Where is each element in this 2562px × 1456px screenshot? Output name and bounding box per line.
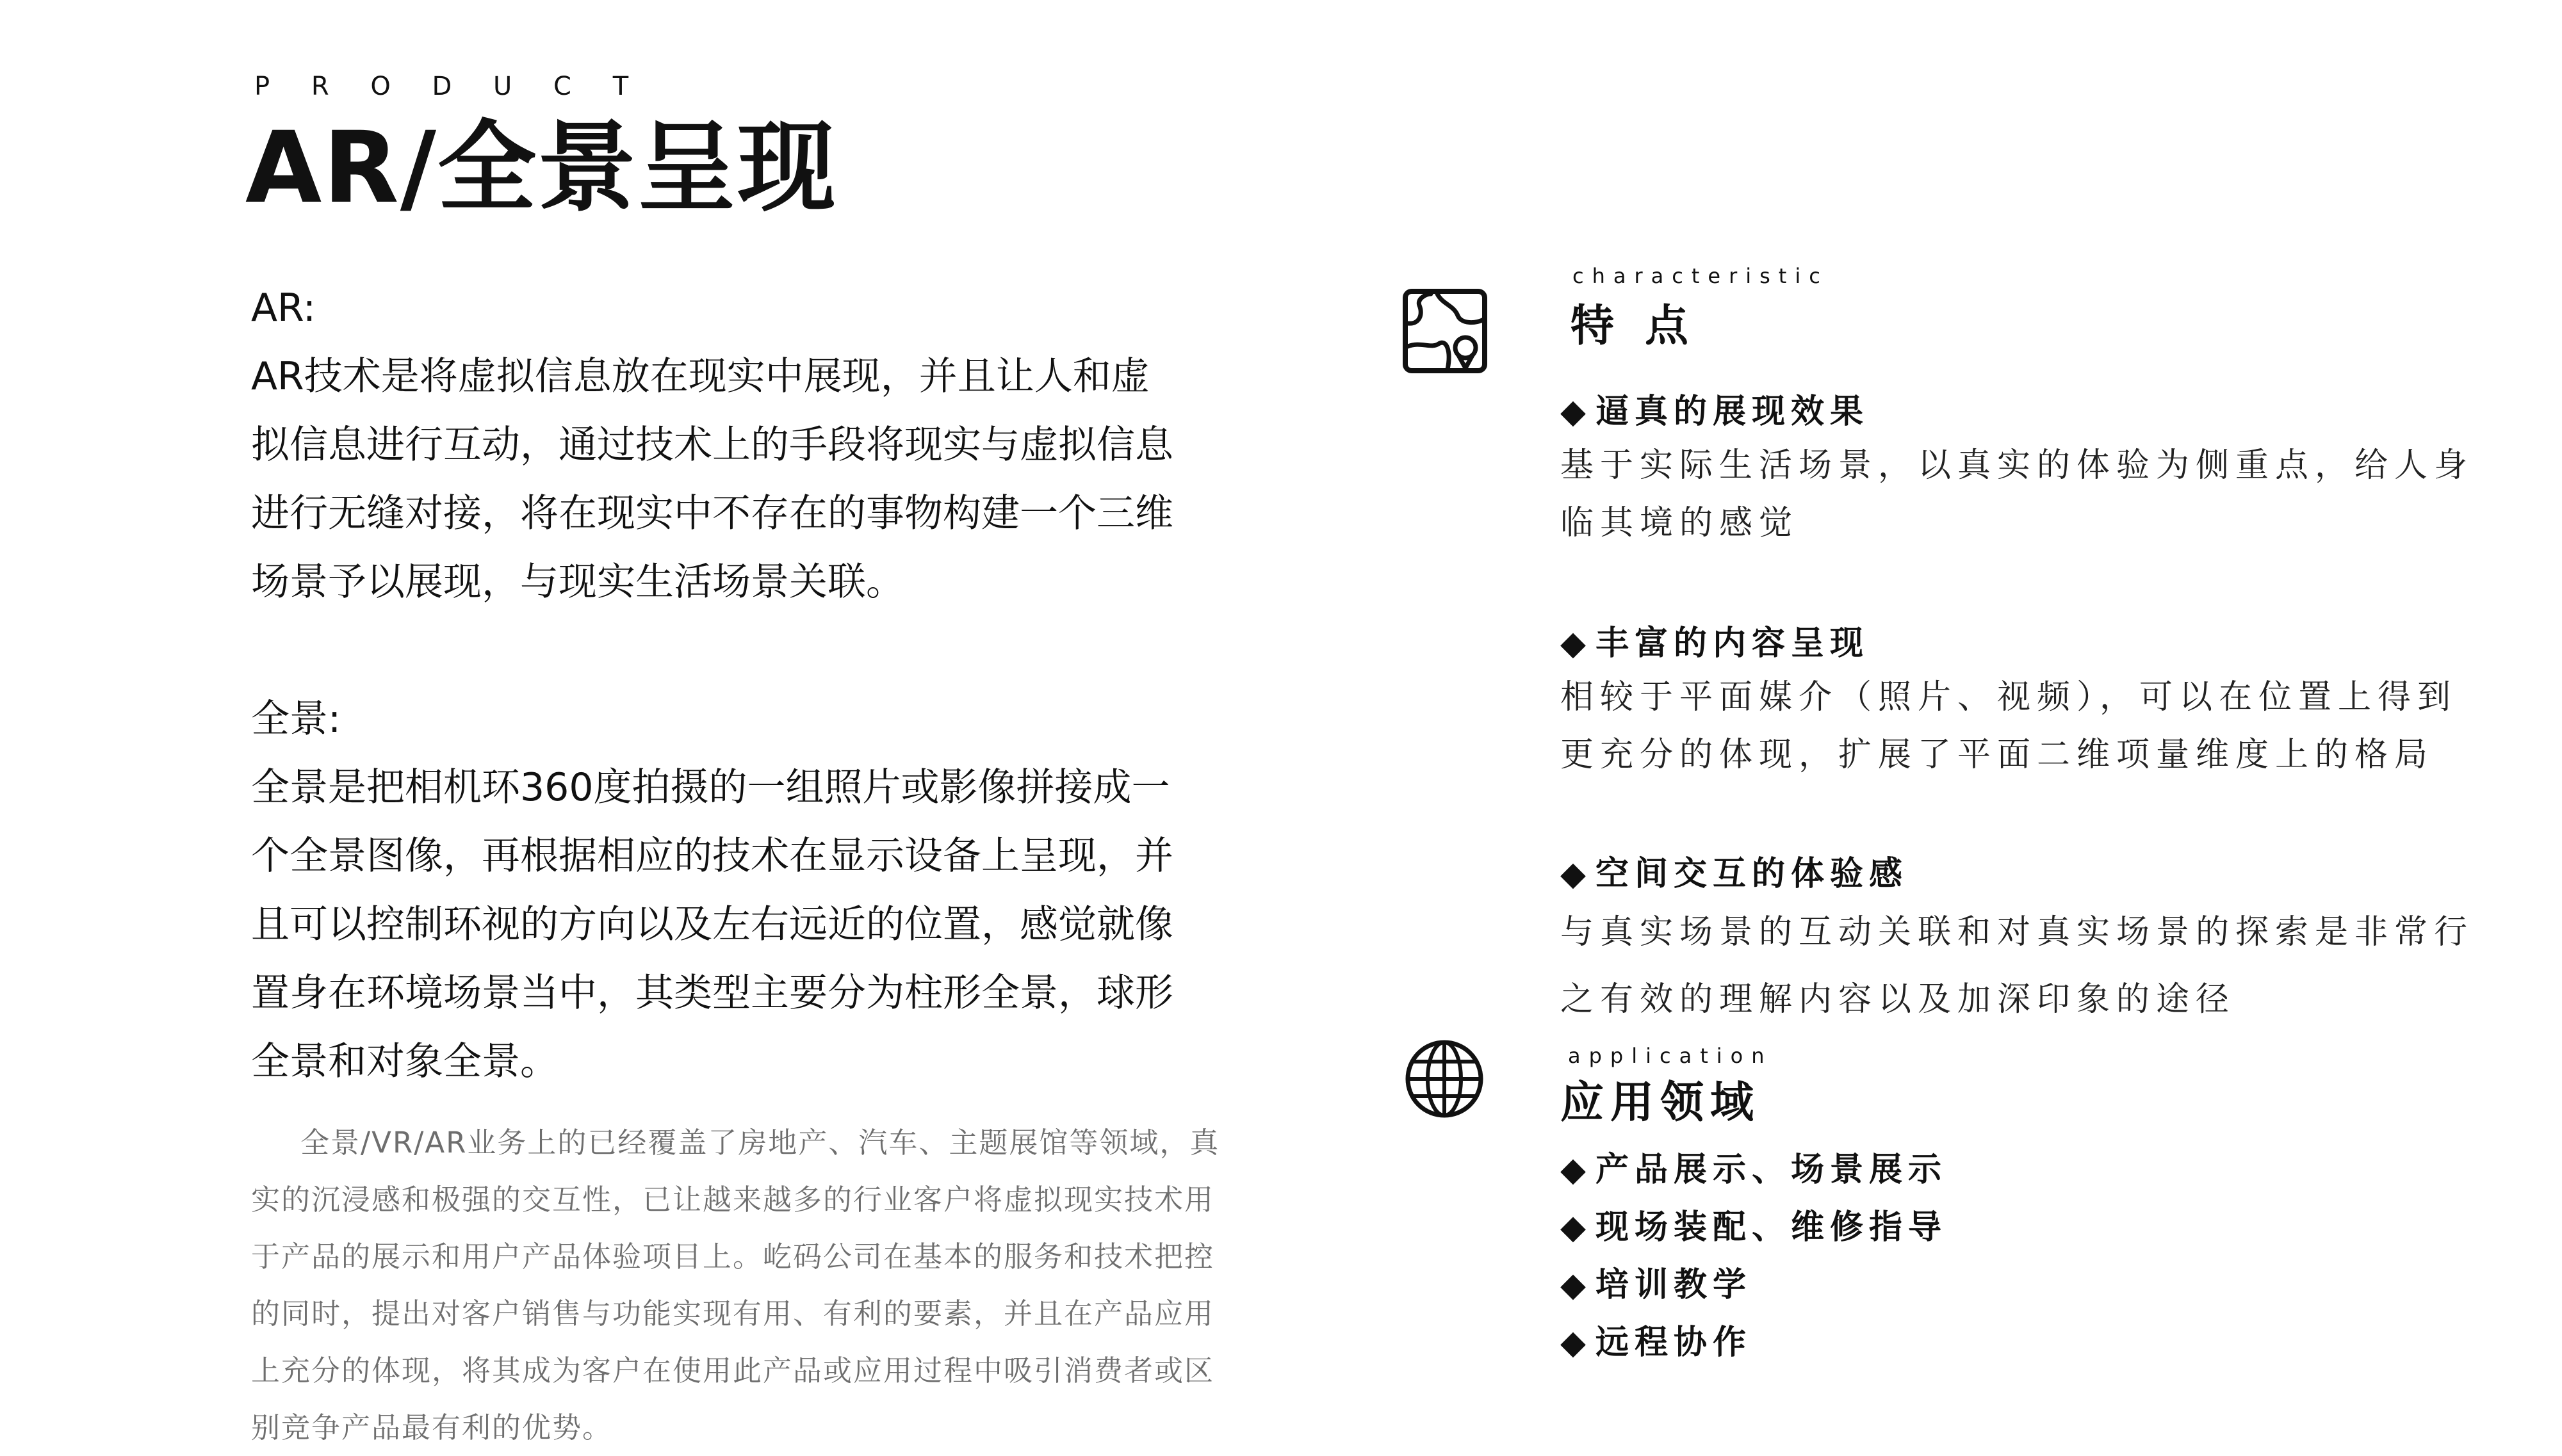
- ar-text-line: 拟信息进行互动，通过技术上的手段将现实与虚拟信息: [251, 423, 1173, 467]
- feature-title-text: 丰富的内容呈现: [1595, 624, 1870, 663]
- panorama-text-line: 全景和对象全景。: [251, 1039, 559, 1084]
- ar-label: AR:: [251, 286, 316, 330]
- characteristic-heading: 特点: [1571, 301, 1720, 352]
- list-item: [1560, 1141, 1947, 1199]
- feature-description: [1560, 437, 2534, 552]
- summary-line: 上充分的体现，将其成为客户在使用此产品或应用过程中吸引消费者或区: [251, 1354, 1215, 1387]
- application-item-text: 现场装配、维修指导: [1595, 1208, 1948, 1247]
- feature-desc-line: 临其境的感觉: [1560, 504, 1799, 542]
- feature-desc-line: 相较于平面媒介（照片、视频），可以在位置上得到: [1560, 678, 2458, 716]
- characteristic-kicker: characteristic: [1572, 264, 1829, 288]
- panorama-text-line: 置身在环境场景当中，其类型主要分为柱形全景，球形: [251, 971, 1173, 1015]
- panorama-section: [251, 685, 1263, 1096]
- ar-text-line: 进行无缝对接，将在现实中不存在的事物构建一个三维: [251, 491, 1173, 536]
- page-kicker: P R O D U C T: [254, 72, 646, 101]
- summary-paragraph: [251, 1114, 1263, 1456]
- application-item-text: 产品展示、场景展示: [1595, 1151, 1948, 1189]
- feature-desc-line: 与真实场景的互动关联和对真实场景的探索是非常行: [1560, 913, 2474, 951]
- feature-description: [1560, 668, 2534, 784]
- map-icon: [1400, 286, 1490, 376]
- application-list: [1560, 1141, 1947, 1371]
- feature-title-text: 逼真的展现效果: [1595, 392, 1870, 431]
- ar-text-line: 场景予以展现，与现实生活场景关联。: [251, 560, 904, 604]
- feature-desc-line: 之有效的理解内容以及加深印象的途径: [1560, 980, 2236, 1019]
- diamond-bullet-icon: ◆: [1560, 392, 1592, 431]
- application-heading: 应用领域: [1560, 1078, 1761, 1128]
- application-item-text: 培训教学: [1595, 1266, 1752, 1304]
- summary-line: 全景/VR/AR业务上的已经覆盖了房地产、汽车、主题展馆等领域，真: [300, 1126, 1220, 1160]
- summary-line: 实的沉浸感和极强的交互性，已让越来越多的行业客户将虚拟现实技术用: [251, 1183, 1215, 1217]
- panorama-label: 全景:: [251, 697, 341, 741]
- feature-title-text: 空间交互的体验感: [1595, 855, 1909, 893]
- list-item: [1560, 1199, 1947, 1256]
- page-title: AR/全景呈现: [245, 111, 838, 225]
- feature-description: [1560, 899, 2534, 1033]
- diamond-bullet-icon: ◆: [1560, 855, 1592, 893]
- feature-desc-line: 基于实际生活场景，以真实的体验为侧重点，给人身: [1560, 446, 2474, 485]
- panorama-text-line: 且可以控制环视的方向以及左右远近的位置，感觉就像: [251, 902, 1173, 947]
- diamond-bullet-icon: ◆: [1560, 1266, 1592, 1304]
- diamond-bullet-icon: ◆: [1560, 1323, 1592, 1362]
- summary-line: 于产品的展示和用户产品体验项目上。屹码公司在基本的服务和技术把控: [251, 1240, 1215, 1274]
- diamond-bullet-icon: ◆: [1560, 1151, 1592, 1189]
- diamond-bullet-icon: ◆: [1560, 624, 1592, 663]
- diamond-bullet-icon: ◆: [1560, 1208, 1592, 1247]
- application-item-text: 远程协作: [1595, 1323, 1752, 1362]
- feature-desc-line: 更充分的体现，扩展了平面二维项量维度上的格局: [1560, 736, 2435, 774]
- ar-text-line: AR技术是将虚拟信息放在现实中展现，并且让人和虚: [251, 354, 1150, 399]
- ar-section: [251, 274, 1263, 617]
- feature-title: [1560, 846, 1908, 894]
- feature-title: [1560, 616, 1869, 664]
- panorama-text-line: 全景是把相机环360度拍摄的一组照片或影像拼接成一: [251, 765, 1170, 810]
- summary-line: 的同时，提出对客户销售与功能实现有用、有利的要素，并且在产品应用: [251, 1297, 1215, 1331]
- list-item: [1560, 1314, 1947, 1371]
- panorama-text-line: 个全景图像，再根据相应的技术在显示设备上呈现，并: [251, 834, 1173, 878]
- application-kicker: application: [1568, 1044, 1773, 1068]
- globe-icon: [1403, 1037, 1486, 1120]
- feature-title: [1560, 384, 1869, 432]
- summary-line: 别竞争产品最有利的优势。: [251, 1411, 613, 1444]
- list-item: [1560, 1256, 1947, 1314]
